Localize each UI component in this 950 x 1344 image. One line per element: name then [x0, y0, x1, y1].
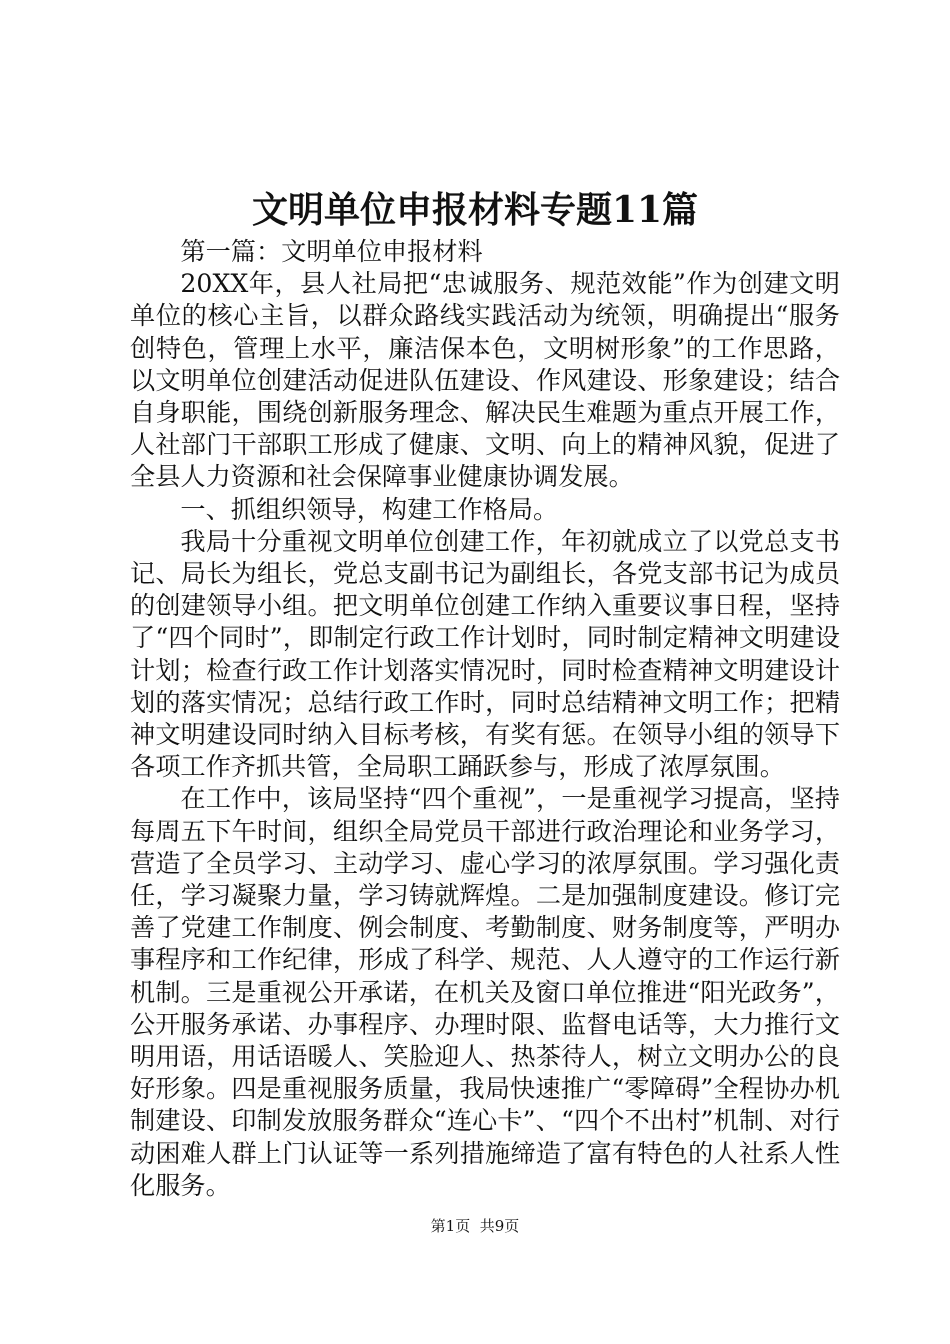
- body-paragraph: 20XX年，县人社局把“忠诚服务、规范效能”作为创建文明单位的核心主旨，以群众路线实践活动为统领，明确提出“服务创特色，管理上水平，廉洁保本色，文明树形象”的工作思路，以文明单位创建活动促进队伍建设、作风建设、形象建设；结合自身职能，围绕创新服务理念、解决民生难题为重点开展工作，人社部门干部职工形成了健康、文明、向上的精神风貌，促进了全县人力资源和社会保障事业健康协调发展。: [130, 269, 840, 492]
- document-body: [130, 236, 840, 1202]
- section-heading-part-one: 第一篇：文明单位申报材料: [180, 237, 483, 266]
- section-heading-organization: 一、抓组织领导，构建工作格局。: [180, 494, 559, 524]
- document-title: 文明单位申报材料专题11篇: [251, 189, 699, 231]
- page-number: 第1页: [430, 1217, 471, 1235]
- page-footer: [0, 1214, 950, 1238]
- page-total: 共9页: [479, 1217, 520, 1235]
- body-paragraph: 我局十分重视文明单位创建工作，年初就成立了以党总支书记、局长为组长，党总支副书记为副组长，各党支部书记为成员的创建领导小组。把文明单位创建工作纳入重要议事日程，坚持了“四个同时”，即制定行政工作计划时，同时制定精神文明建设计划；检查行政工作计划落实情况时，同时检查精神文明建设计划的落实情况；总结行政工作时，同时总结精神文明工作；把精神文明建设同时纳入目标考核，有奖有惩。在领导小组的领导下各项工作齐抓共管，全局职工踊跃参与，形成了浓厚氛围。: [130, 526, 840, 782]
- body-paragraph: 在工作中，该局坚持“四个重视”，一是重视学习提高，坚持每周五下午时间，组织全局党员干部进行政治理论和业务学习，营造了全员学习、主动学习、虚心学习的浓厚氛围。学习强化责任，学习凝聚力量，学习铸就辉煌。二是加强制度建设。修订完善了党建工作制度、例会制度、考勤制度、财务制度等，严明办事程序和工作纪律，形成了科学、规范、人人遵守的工作运行新机制。三是重视公开承诺，在机关及窗口单位推进“阳光政务”，公开服务承诺、办事程序、办理时限、监督电话等，大力推行文明用语，用话语暖人、笑脸迎人、热茶待人，树立文明办公的良好形象。四是重视服务质量，我局快速推广“零障碍”全程协办机制建设、印制发放服务群众“连心卡”、“四个不出村”机制、对行动困难人群上门认证等一系列措施缔造了富有特色的人社系人性化服务。: [130, 784, 840, 1200]
